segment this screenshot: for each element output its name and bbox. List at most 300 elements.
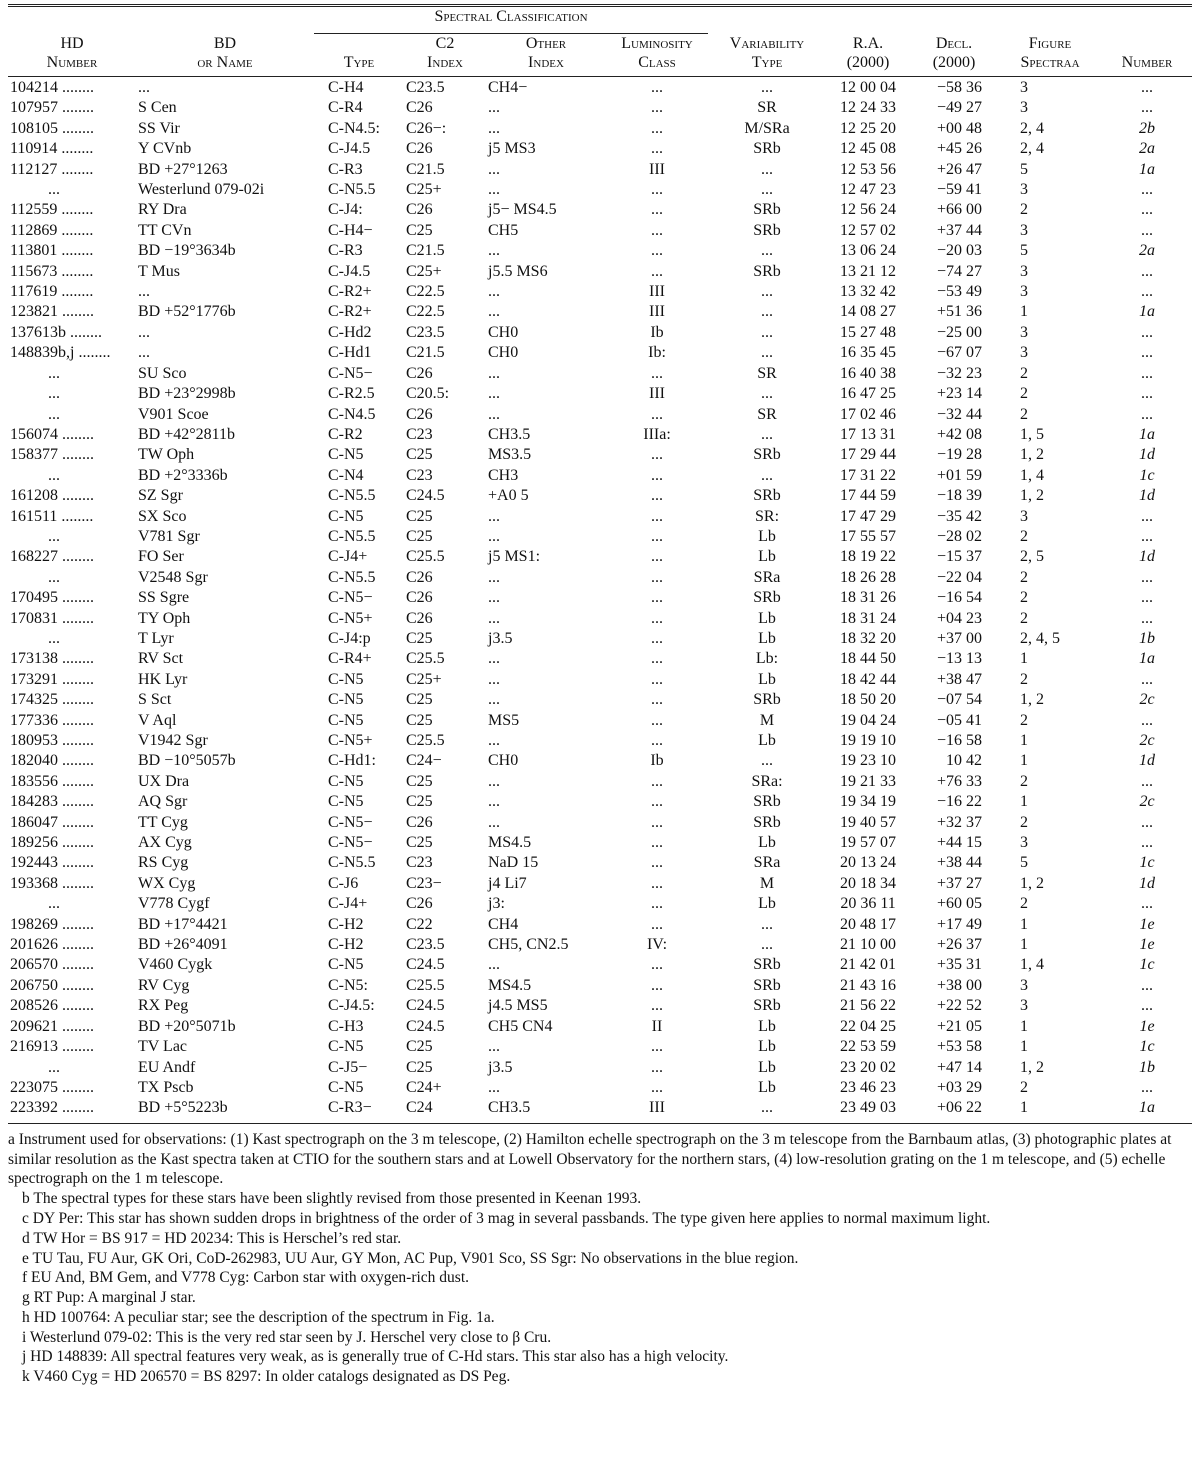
spectral-type-cell: C-N5.5 <box>328 527 376 545</box>
ra-2000-cell: 12 25 20 <box>840 119 897 137</box>
spectral-type-cell: C-R2.5 <box>328 385 375 403</box>
other-index-cell: j5 MS3 <box>488 140 536 158</box>
table-row <box>8 343 1192 363</box>
hd-number-cell: ... <box>48 181 60 199</box>
luminosity-class-cell: III <box>649 283 665 301</box>
spectral-type-cell: C-Hd2 <box>328 323 372 341</box>
ra-2000-cell: 21 10 00 <box>840 936 897 954</box>
other-index-cell: ... <box>488 589 500 607</box>
hd-number-cell: 209621 ........ <box>10 1017 94 1035</box>
decl-2000-cell: +42 08 <box>936 425 983 443</box>
footnote: k V460 Cyg = HD 206570 = BS 8297: In older catalogs designated as DS Peg. <box>22 1368 511 1386</box>
bd-name-cell: SS Sgre <box>138 589 190 607</box>
ra-2000-cell: 17 31 22 <box>840 466 897 484</box>
figure-spectra-cell: 1, 2 <box>1020 446 1045 464</box>
c2-index-cell: C21.5 <box>406 160 445 178</box>
footnote: f EU And, BM Gem, and V778 Cyg: Carbon star with oxygen-rich dust. <box>22 1269 470 1287</box>
table-row <box>8 180 1192 200</box>
other-index-cell: ... <box>488 650 500 668</box>
bd-name-cell: T Lyr <box>138 629 174 647</box>
number-cell: 2b <box>1139 119 1156 137</box>
decl-2000-cell: +45 26 <box>936 140 983 158</box>
figure-spectra-cell: 2 <box>1020 405 1029 423</box>
number-cell: 2c <box>1139 691 1155 709</box>
variability-type-cell: Lb <box>758 670 776 688</box>
spectral-type-cell: C-N4.5 <box>328 405 376 423</box>
spectral-type-cell: C-N5 <box>328 446 364 464</box>
figure-spectra-cell: 2, 4 <box>1020 119 1045 137</box>
bd-name-cell: TX Pscb <box>138 1078 194 1096</box>
hd-number-cell: 206570 ........ <box>10 956 94 974</box>
table-row <box>8 221 1192 241</box>
figure-spectra-cell: 1 <box>1020 1017 1029 1035</box>
ra-2000-cell: 19 04 24 <box>840 711 897 729</box>
table-row <box>8 772 1192 792</box>
c2-index-cell: C26 <box>406 568 433 586</box>
c2-index-cell: C23− <box>406 874 442 892</box>
ra-2000-cell: 17 02 46 <box>840 405 897 423</box>
figure-spectra-cell: 2 <box>1020 527 1029 545</box>
spectral-type-cell: C-N5 <box>328 793 364 811</box>
luminosity-class-cell: III <box>649 160 665 178</box>
spectral-type-cell: C-N5.5 <box>328 181 376 199</box>
figure-spectra-cell: 3 <box>1020 507 1029 525</box>
group-header-label: Spectral Classification <box>434 8 588 25</box>
ra-2000-cell: 12 00 04 <box>840 79 897 96</box>
c2-index-cell: C25 <box>406 629 433 647</box>
ra-2000-cell: 13 32 42 <box>840 283 897 301</box>
spectral-type-cell: C-N5 <box>328 772 364 790</box>
c2-index-cell: C24.5 <box>406 956 445 974</box>
c2-index-cell: C26 <box>406 140 433 158</box>
ra-2000-cell: 18 31 26 <box>840 589 897 607</box>
bd-name-cell: EU Andf <box>138 1058 196 1076</box>
bd-name-cell: RV Cyg <box>138 976 190 994</box>
column-header: Variability Type <box>729 35 805 71</box>
other-index-cell: j4 Li7 <box>488 874 527 892</box>
luminosity-class-cell: ... <box>651 568 663 586</box>
ra-2000-cell: 22 04 25 <box>840 1017 897 1035</box>
c2-index-cell: C25 <box>406 772 433 790</box>
number-cell: 1c <box>1139 956 1155 974</box>
c2-index-cell: C23 <box>406 854 433 872</box>
table-row <box>8 262 1192 282</box>
bd-name-cell: RX Peg <box>138 997 189 1015</box>
spectral-type-cell: C-J4+ <box>328 895 368 913</box>
hd-number-cell: 216913 ........ <box>10 1038 94 1056</box>
variability-type-cell: SRb <box>753 262 781 280</box>
figure-spectra-cell: 3 <box>1020 834 1029 852</box>
other-index-cell: ... <box>488 1038 500 1056</box>
spectral-type-cell: C-Hd1 <box>328 344 372 362</box>
ra-2000-cell: 17 47 29 <box>840 507 897 525</box>
variability-type-cell: Lb <box>758 609 776 627</box>
bd-name-cell: AX Cyg <box>138 834 192 852</box>
footnote: a Instrument used for observations: (1) Kast spectrograph on the 3 m telescope, (2) Hamilton echelle spectrograph on the 3 m telescope from the Barnbaum atlas, (3) photographic plates at similar resolution as the Kast spectra taken at CTIO for the southern stars and at Lowell Observatory for the northern stars, (4) low-resolution grating on the 1 m telescope, and (5) echelle spectrograph on the 1 m telescope. <box>8 1130 1172 1188</box>
figure-spectra-cell: 3 <box>1020 344 1029 362</box>
number-cell: ... <box>1141 385 1154 403</box>
decl-2000-cell: −35 42 <box>936 507 983 525</box>
luminosity-class-cell: ... <box>651 711 663 729</box>
luminosity-class-cell: ... <box>651 242 663 260</box>
bd-name-cell: V460 Cygk <box>138 956 213 974</box>
other-index-cell: MS4.5 <box>488 976 532 994</box>
ra-2000-cell: 12 45 08 <box>840 140 897 158</box>
spectral-type-cell: C-R2+ <box>328 303 372 321</box>
number-cell: ... <box>1141 1078 1154 1096</box>
ra-2000-cell: 16 40 38 <box>840 364 897 382</box>
variability-type-cell: SRb <box>753 221 781 239</box>
decl-2000-cell: +26 37 <box>936 936 983 954</box>
ra-2000-cell: 12 57 02 <box>840 221 897 239</box>
number-cell: 1c <box>1139 1038 1155 1056</box>
table-row <box>8 1017 1192 1037</box>
table-row <box>8 139 1192 159</box>
variability-type-cell: SRb <box>753 956 781 974</box>
bd-name-cell: Westerlund 079-02i <box>138 181 265 199</box>
c2-index-cell: C26 <box>406 364 433 382</box>
table-row <box>8 425 1192 445</box>
luminosity-class-cell: ... <box>651 772 663 790</box>
hd-number-cell: ... <box>48 895 60 913</box>
column-header: Number <box>1121 54 1173 71</box>
table-row <box>8 711 1192 731</box>
number-cell: ... <box>1141 772 1154 790</box>
spectral-type-cell: C-H4 <box>328 79 364 96</box>
bd-name-cell: BD −10°5057b <box>138 752 236 770</box>
other-index-cell: CH4 <box>488 915 519 933</box>
decl-2000-cell: −07 54 <box>936 691 983 709</box>
figure-spectra-cell: 2, 4, 5 <box>1020 629 1061 647</box>
c2-index-cell: C20.5: <box>406 385 450 403</box>
variability-type-cell: SRb <box>753 976 781 994</box>
bd-name-cell: ... <box>138 79 150 96</box>
column-header: Luminosity Class <box>621 35 693 71</box>
number-cell: 1d <box>1139 874 1156 892</box>
footnote: c DY Per: This star has shown sudden drops in brightness of the order of 3 mag in several passbands. The type given here applies to normal maximum light. <box>22 1209 991 1227</box>
spectral-type-cell: C-J4: <box>328 201 363 219</box>
decl-2000-cell: +47 14 <box>936 1058 983 1076</box>
luminosity-class-cell: ... <box>651 997 663 1015</box>
variability-type-cell: ... <box>761 466 774 484</box>
c2-index-cell: C26 <box>406 813 433 831</box>
number-cell: 2a <box>1139 242 1156 260</box>
spectral-type-cell: C-R4 <box>328 99 363 117</box>
ra-2000-cell: 18 50 20 <box>840 691 897 709</box>
spectral-type-cell: C-R2+ <box>328 283 372 301</box>
figure-spectra-cell: 1, 4 <box>1020 466 1045 484</box>
other-index-cell: j4.5 MS5 <box>488 997 548 1015</box>
variability-type-cell: ... <box>761 425 774 443</box>
c2-index-cell: C26 <box>406 405 433 423</box>
table-row <box>8 853 1192 873</box>
variability-type-cell: ... <box>761 344 774 362</box>
table-row <box>8 200 1192 220</box>
decl-2000-cell: −05 41 <box>936 711 983 729</box>
luminosity-class-cell: ... <box>651 364 663 382</box>
variability-type-cell: SRb <box>753 201 781 219</box>
variability-type-cell: ... <box>761 79 774 96</box>
hd-number-cell: 223075 ........ <box>10 1078 94 1096</box>
table-row <box>8 731 1192 751</box>
decl-2000-cell: −19 28 <box>936 446 983 464</box>
variability-type-cell: SRb <box>753 487 781 505</box>
hd-number-cell: 201626 ........ <box>10 936 94 954</box>
hd-number-cell: 112127 ........ <box>10 160 94 178</box>
bd-name-cell: S Sct <box>138 691 172 709</box>
c2-index-cell: C25 <box>406 527 433 545</box>
number-cell: 1d <box>1139 752 1156 770</box>
c2-index-cell: C23.5 <box>406 936 445 954</box>
other-index-cell: ... <box>488 793 500 811</box>
column-header: R.A. (2000) <box>846 35 890 71</box>
variability-type-cell: ... <box>761 385 774 403</box>
hd-number-cell: 112559 ........ <box>10 201 94 219</box>
decl-2000-cell: −20 03 <box>936 242 983 260</box>
other-index-cell: MS3.5 <box>488 446 532 464</box>
decl-2000-cell: −16 22 <box>936 793 983 811</box>
spectral-type-cell: C-N5− <box>328 589 373 607</box>
c2-index-cell: C22.5 <box>406 283 445 301</box>
spectral-type-cell: C-N5+ <box>328 609 373 627</box>
spectral-type-cell: C-N5: <box>328 976 368 994</box>
figure-spectra-cell: 2 <box>1020 895 1029 913</box>
table-row <box>8 1037 1192 1057</box>
ra-2000-cell: 19 19 10 <box>840 732 897 749</box>
number-cell: ... <box>1141 976 1154 994</box>
other-index-cell: CH3.5 <box>488 1099 531 1117</box>
group-header-row <box>8 7 1192 34</box>
luminosity-class-cell: ... <box>651 262 663 280</box>
figure-spectra-cell: 1 <box>1020 752 1029 770</box>
ra-2000-cell: 16 35 45 <box>840 344 897 362</box>
bd-name-cell: BD +26°4091 <box>138 936 228 954</box>
c2-index-cell: C25.5 <box>406 976 445 994</box>
figure-spectra-cell: 1 <box>1020 732 1029 749</box>
spectral-type-cell: C-N5− <box>328 364 373 382</box>
table-row <box>8 568 1192 588</box>
other-index-cell: ... <box>488 405 500 423</box>
bd-name-cell: FO Ser <box>138 548 184 566</box>
table-row <box>8 935 1192 955</box>
bd-name-cell: V Aql <box>138 711 177 729</box>
luminosity-class-cell: ... <box>651 650 663 668</box>
c2-index-cell: C25+ <box>406 262 442 280</box>
ra-2000-cell: 18 32 20 <box>840 629 897 647</box>
table-row <box>8 649 1192 669</box>
variability-type-cell: Lb <box>758 834 776 852</box>
bd-name-cell: Y CVnb <box>138 140 192 158</box>
hd-number-cell: ... <box>48 385 60 403</box>
variability-type-cell: SR <box>757 405 777 423</box>
hd-number-cell: 117619 ........ <box>10 283 94 301</box>
variability-type-cell: SR <box>757 99 777 117</box>
bd-name-cell: BD +17°4421 <box>138 915 228 933</box>
column-header: Other Index <box>525 35 567 71</box>
other-index-cell: ... <box>488 283 500 301</box>
ra-2000-cell: 21 42 01 <box>840 956 897 974</box>
other-index-cell: CH0 <box>488 344 519 362</box>
table-row <box>8 915 1192 935</box>
ra-2000-cell: 19 23 10 <box>840 752 897 770</box>
table-row <box>8 160 1192 180</box>
spectral-type-cell: C-R3 <box>328 242 363 260</box>
table-row <box>8 507 1192 527</box>
decl-2000-cell: −15 37 <box>936 548 983 566</box>
number-cell: 1d <box>1139 487 1156 505</box>
variability-type-cell: ... <box>761 752 774 770</box>
group-header <box>314 7 708 34</box>
decl-2000-cell: +38 47 <box>936 670 983 688</box>
number-cell: ... <box>1141 568 1154 586</box>
figure-spectra-cell: 3 <box>1020 262 1029 280</box>
c2-index-cell: C25 <box>406 834 433 852</box>
variability-type-cell: SRa: <box>751 772 783 790</box>
variability-type-cell: SRb <box>753 997 781 1015</box>
figure-spectra-cell: 2 <box>1020 364 1029 382</box>
ra-2000-cell: 23 49 03 <box>840 1099 897 1117</box>
other-index-cell: ... <box>488 568 500 586</box>
number-cell: ... <box>1141 527 1154 545</box>
c2-index-cell: C25 <box>406 1058 433 1076</box>
bd-name-cell: TW Oph <box>138 446 195 464</box>
decl-2000-cell: +66 00 <box>936 201 983 219</box>
decl-2000-cell: +32 37 <box>936 813 983 831</box>
variability-type-cell: ... <box>761 242 774 260</box>
spectral-type-cell: C-J6 <box>328 874 359 892</box>
number-cell: ... <box>1141 262 1154 280</box>
figure-spectra-cell: 3 <box>1020 99 1029 117</box>
number-cell: ... <box>1141 670 1154 688</box>
other-index-cell: MS5 <box>488 711 520 729</box>
decl-2000-cell: −22 04 <box>936 568 983 586</box>
c2-index-cell: C25.5 <box>406 548 445 566</box>
bd-name-cell: TV Lac <box>138 1038 188 1056</box>
luminosity-class-cell: IV: <box>646 936 668 954</box>
c2-index-cell: C24.5 <box>406 487 445 505</box>
number-cell: 1d <box>1139 548 1156 566</box>
table-row <box>8 547 1192 567</box>
number-cell: ... <box>1141 99 1154 117</box>
c2-index-cell: C25 <box>406 691 433 709</box>
other-index-cell: ... <box>488 956 500 974</box>
number-cell: 2c <box>1139 732 1155 749</box>
bd-name-cell: RV Sct <box>138 650 184 668</box>
other-index-cell: ... <box>488 385 500 403</box>
hd-number-cell: 180953 ........ <box>10 732 94 749</box>
figure-spectra-cell: 2 <box>1020 568 1029 586</box>
luminosity-class-cell: ... <box>651 548 663 566</box>
variability-type-cell: SRb <box>753 691 781 709</box>
bd-name-cell: SS Vir <box>138 119 180 137</box>
c2-index-cell: C25 <box>406 446 433 464</box>
other-index-cell: j3.5 <box>488 629 513 647</box>
variability-type-cell: ... <box>761 181 774 199</box>
spectral-type-cell: C-N5− <box>328 813 373 831</box>
number-cell: ... <box>1141 79 1154 96</box>
ra-2000-cell: 12 47 23 <box>840 181 897 199</box>
hd-number-cell: 186047 ........ <box>10 813 94 831</box>
other-index-cell: +A0 5 <box>488 487 529 505</box>
spectral-type-cell: C-N5+ <box>328 732 373 749</box>
bd-name-cell: V1942 Sgr <box>138 732 208 749</box>
table-row <box>8 894 1192 914</box>
luminosity-class-cell: II <box>651 1017 663 1035</box>
figure-spectra-cell: 2, 5 <box>1020 548 1045 566</box>
column-header: Type <box>343 54 375 71</box>
footnote: b The spectral types for these stars have been slightly revised from those presented in Keenan 1993. <box>22 1190 642 1208</box>
spectral-type-cell: C-N5.5 <box>328 854 376 872</box>
decl-2000-cell: −53 49 <box>936 283 983 301</box>
c2-index-cell: C22 <box>406 915 433 933</box>
bd-name-cell: BD −19°3634b <box>138 242 236 260</box>
table-row <box>8 527 1192 547</box>
ra-2000-cell: 17 55 57 <box>840 527 897 545</box>
variability-type-cell: M <box>759 711 775 729</box>
table-row <box>8 78 1192 98</box>
luminosity-class-cell: ... <box>651 895 663 913</box>
figure-spectra-cell: 3 <box>1020 323 1029 341</box>
hd-number-cell: 137613b ........ <box>10 323 102 341</box>
hd-number-cell: 158377 ........ <box>10 446 94 464</box>
luminosity-class-cell: ... <box>651 446 663 464</box>
table-row <box>8 1078 1192 1098</box>
ra-2000-cell: 13 06 24 <box>840 242 897 260</box>
hd-number-cell: 193368 ........ <box>10 874 94 892</box>
c2-index-cell: C21.5 <box>406 344 445 362</box>
decl-2000-cell: +44 15 <box>936 834 983 852</box>
decl-2000-cell: +22 52 <box>936 997 983 1015</box>
figure-spectra-cell: 2 <box>1020 1078 1029 1096</box>
luminosity-class-cell: ... <box>651 140 663 158</box>
bd-name-cell: BD +23°2998b <box>138 385 236 403</box>
c2-index-cell: C25+ <box>406 181 442 199</box>
spectral-type-cell: C-H2 <box>328 915 364 933</box>
variability-type-cell: Lb: <box>755 650 779 668</box>
decl-2000-cell: −67 07 <box>936 344 983 362</box>
bd-name-cell: ... <box>138 344 150 362</box>
luminosity-class-cell: ... <box>651 1058 663 1076</box>
decl-2000-cell: +03 29 <box>936 1078 983 1096</box>
table-row <box>8 813 1192 833</box>
spectral-type-cell: C-N5 <box>328 956 364 974</box>
bd-name-cell: BD +27°1263 <box>138 160 228 178</box>
hd-number-cell: 198269 ........ <box>10 915 94 933</box>
c2-index-cell: C25 <box>406 507 433 525</box>
variability-type-cell: ... <box>761 283 774 301</box>
decl-2000-cell: +21 05 <box>936 1017 983 1035</box>
bd-name-cell: TT Cyg <box>138 813 188 831</box>
column-header: Figure Spectraa <box>1020 35 1080 71</box>
footnotes <box>8 1130 1192 1387</box>
variability-type-cell: SRa <box>753 854 781 872</box>
ra-2000-cell: 23 46 23 <box>840 1078 897 1096</box>
table-row <box>8 874 1192 894</box>
figure-spectra-cell: 1 <box>1020 1099 1029 1117</box>
figure-spectra-cell: 2 <box>1020 813 1029 831</box>
ra-2000-cell: 12 24 33 <box>840 99 897 117</box>
bd-name-cell: S Cen <box>138 99 177 117</box>
table-row <box>8 996 1192 1016</box>
variability-type-cell: Lb <box>758 895 776 913</box>
other-index-cell: CH0 <box>488 752 519 770</box>
bd-name-cell: ... <box>138 283 150 301</box>
luminosity-class-cell: ... <box>651 609 663 627</box>
luminosity-class-cell: ... <box>651 487 663 505</box>
hd-number-cell: ... <box>48 527 60 545</box>
bd-name-cell: V778 Cygf <box>138 895 210 913</box>
ra-2000-cell: 19 21 33 <box>840 772 897 790</box>
